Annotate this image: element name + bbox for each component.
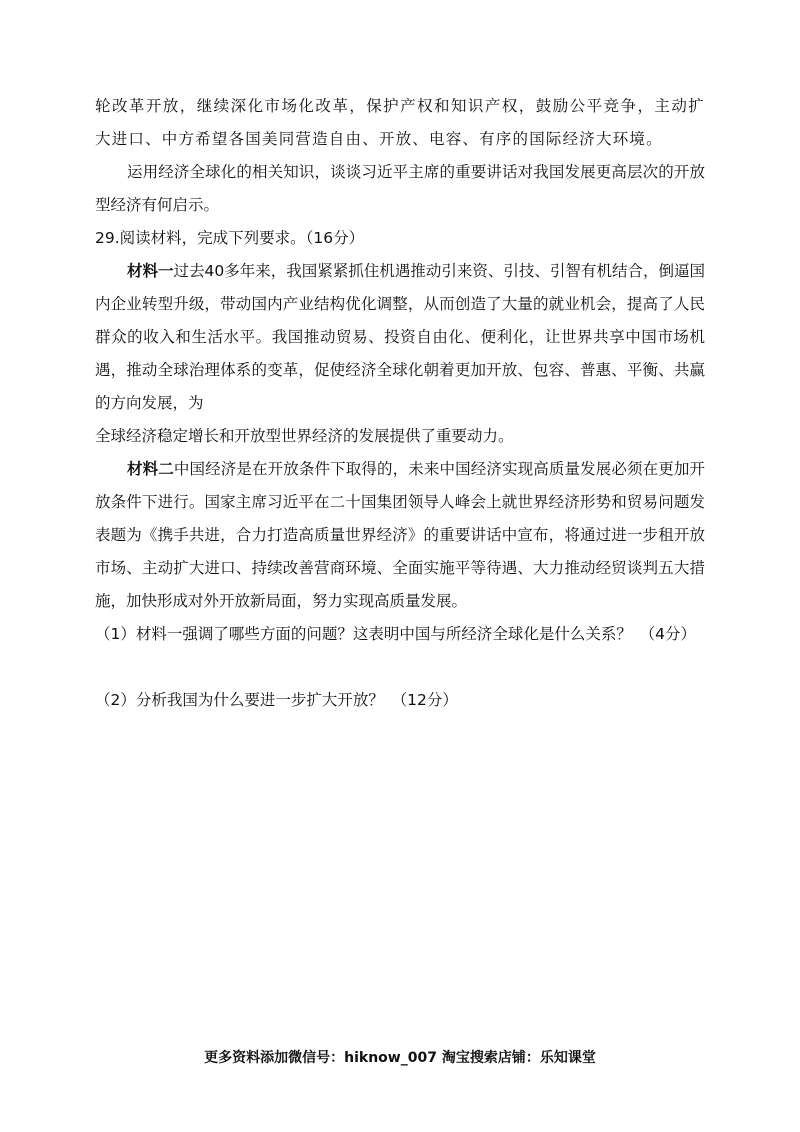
- material-2-paragraph: [95, 453, 705, 618]
- material-2-label: 材料二: [127, 460, 174, 478]
- material-1-paragraph: [95, 255, 705, 420]
- top-quote-paragraph: 轮改革开放，继续深化市场化改革，保护产权和知识产权，鼓励公平竞争，主动扩大进口、中方希望各国美同营造自由、开放、电容、有序的国际经济大环境。: [95, 97, 705, 148]
- sub-question-2: （2）分析我国为什么要进一步扩大开放？ （12分）: [95, 691, 458, 709]
- material-1-continuation: 全球经济稳定增长和开放型世界经济的发展提供了重要动力。: [95, 427, 514, 445]
- footer-note: 更多资料添加微信号：hiknow_007 淘宝搜索店铺：乐知课堂: [204, 1050, 596, 1066]
- material-1-label: 材料一: [127, 262, 174, 280]
- material-1-text: 过去40多年来，我国紧紧抓住机遇推动引来资、引技、引智有机结合，倒逼国内企业转型升级，带动国内产业结构优化调整，从而创造了大量的就业机会，提高了人民群众的收入和生活水平。我国推动贸易、投资自由化、便利化，让世界共享中国市场机遇，推动全球治理体系的变革，促使经济全球化朝着更加开放、包容、普惠、平衡、共赢的方向发展，为: [95, 262, 705, 412]
- question-29-title: 29.阅读材料，完成下列要求。（16分）: [95, 229, 365, 247]
- question-28-prompt: 运用经济全球化的相关知识，谈谈习近平主席的重要讲话对我国发展更高层次的开放型经济有何启示。: [95, 163, 705, 214]
- sub-question-1: （1）材料一强调了哪些方面的问题？这表明中国与所经济全球化是什么关系？ （4分）: [95, 625, 696, 643]
- material-2-text: 中国经济是在开放条件下取得的，未来中国经济实现高质量发展必须在更加开放条件下进行。国家主席习近平在二十国集团领导人峰会上就世界经济形势和贸易问题发表题为《携手共进，合力打造高质量世界经济》的重要讲话中宣布，将通过进一步租开放市场、主动扩大进口、持续改善营商环境、全面实施平等待遇、大力推动经贸谈判五大措施，加快形成对外开放新局面，努力实现高质量发展。: [95, 460, 705, 610]
